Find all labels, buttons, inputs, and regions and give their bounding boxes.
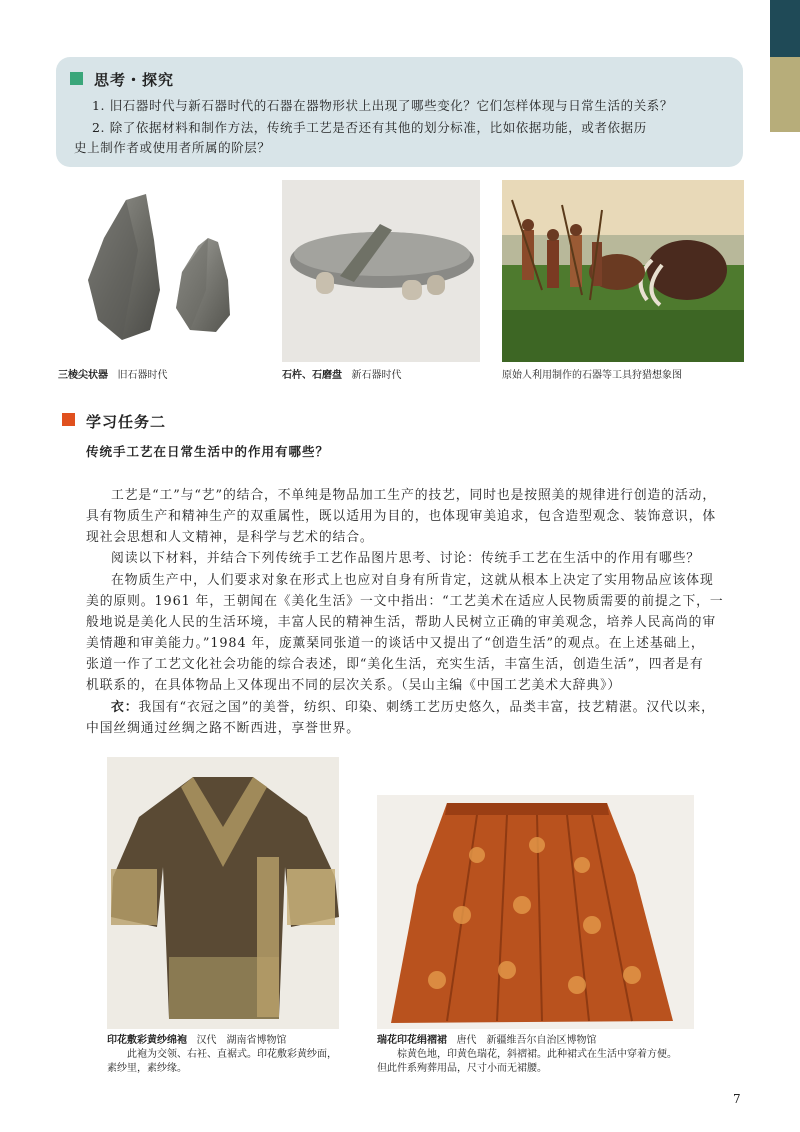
paragraph-2: 阅读以下材料，并结合下列传统手工艺作品图片思考、讨论：传统手工艺在生活中的作用有哪些？ [111, 551, 700, 566]
paragraph-3-line-2: 美的原则。1961 年，王朝闻在《美化生活》一文中指出：“工艺美术在适应人民物质需要的前提之下，一 [86, 594, 724, 609]
photo-hunting-scene [502, 180, 744, 362]
paragraph-3-line-4: 美情趣和审美能力。”1984 年，庞薰琹同张道一的谈话中又提出了“创造生活”的观点。在上述基础上， [86, 636, 705, 651]
think-question-2-line1: 2. 除了依据材料和制作方法，传统手工艺是否还有其他的划分标准，比如依据功能，或者依据历 [92, 120, 647, 135]
photo-silk-robe [107, 757, 339, 1029]
caption-pleated-skirt-desc-1: 棕黄色地，印黄色瑞花，斜褶裙。此种裙式在生活中穿着方便。 [397, 1049, 677, 1060]
section-title: 学习任务二 [86, 413, 167, 431]
caption-silk-robe: 印花敷彩黄纱绵袍 汉代 湖南省博物馆 此袍为交领、右衽、直裾式。印花敷彩黄纱面， 素纱里，素纱缘。 [107, 1035, 337, 1074]
edge-tab-dark [770, 0, 800, 57]
photo-pleated-skirt [377, 795, 694, 1029]
paragraph-1 [86, 485, 746, 548]
paragraph-4-line-1: 衣：我国有“衣冠之国”的美誉，纺织、印染、刺绣工艺历史悠久，品类丰富，技艺精湛。汉代以来， [111, 700, 715, 715]
paragraph-1-line-3: 现社会思想和人文精神，是科学与艺术的结合。 [86, 530, 374, 545]
paragraph-1-line-1: 工艺是“工”与“艺”的结合，不单纯是物品加工生产的技艺，同时也是按照美的规律进行创造的活动， [111, 488, 717, 503]
photo-grinding-stone [282, 180, 480, 362]
caption-grinding-stone: 石杵、石磨盘 新石器时代 [282, 370, 402, 381]
think-explore-box [56, 57, 743, 167]
edge-tab-khaki [770, 57, 800, 132]
think-question-2-line2: 史上制作者或使用者所属的阶层？ [74, 140, 271, 155]
paragraph-3-line-1: 在物质生产中，人们要求对象在形式上也应对自身有所肯定，这就从根本上决定了实用物品应该体现 [111, 573, 714, 588]
paragraph-4-line-2: 中国丝绸通过丝绸之路不断西进，享誉世界。 [86, 721, 360, 736]
paragraph-4-label: 衣： [111, 700, 139, 715]
paragraph-3-line-5: 张道一作了工艺文化社会功能的综合表述，即“美化生活，充实生活，丰富生活，创造生活”，四者是有 [86, 657, 704, 672]
think-square-icon [70, 72, 83, 85]
section-question: 传统手工艺在日常生活中的作用有哪些？ [86, 444, 330, 459]
photo-stone-points [58, 180, 263, 362]
paragraph-4 [86, 697, 746, 739]
caption-silk-robe-desc-1: 此袍为交领、右衽、直裾式。印花敷彩黄纱面， [127, 1049, 337, 1060]
section-square-icon [62, 413, 75, 426]
caption-silk-robe-desc-2: 素纱里，素纱缘。 [107, 1063, 187, 1074]
think-title: 思考・探究 [94, 71, 175, 89]
paragraph-3-line-3: 般地说是美化人民的生活环境，丰富人民的精神生活，帮助人民树立正确的审美观念，培养人民高尚的审 [86, 615, 717, 630]
caption-stone-points: 三棱尖状器 旧石器时代 [58, 370, 168, 381]
paragraph-3 [86, 570, 746, 696]
page-number: 7 [733, 1092, 741, 1106]
think-question-1: 1. 旧石器时代与新石器时代的石器在器物形状上出现了哪些变化？它们怎样体现与日常生活的关系？ [92, 98, 674, 113]
caption-pleated-skirt-desc-2: 但此件系殉葬用品，尺寸小而无裙腰。 [377, 1063, 547, 1074]
paragraph-3-line-6: 机联系的，在具体物品上又体现出不同的层次关系。（吴山主编《中国工艺美术大辞典》） [86, 678, 622, 693]
caption-hunting-scene: 原始人利用制作的石器等工具狩猎想象图 [502, 370, 682, 381]
caption-pleated-skirt: 瑞花印花绢褶裙 唐代 新疆维吾尔自治区博物馆 棕黄色地，印黄色瑞花，斜褶裙。此种裙式在生活中穿着方便。 但此件系殉葬用品，尺寸小而无裙腰。 [377, 1035, 677, 1074]
paragraph-1-line-2: 具有物质生产和精神生产的双重属性，既以适用为目的，也体现审美追求，包含造型观念、装饰意识，体 [86, 509, 717, 524]
